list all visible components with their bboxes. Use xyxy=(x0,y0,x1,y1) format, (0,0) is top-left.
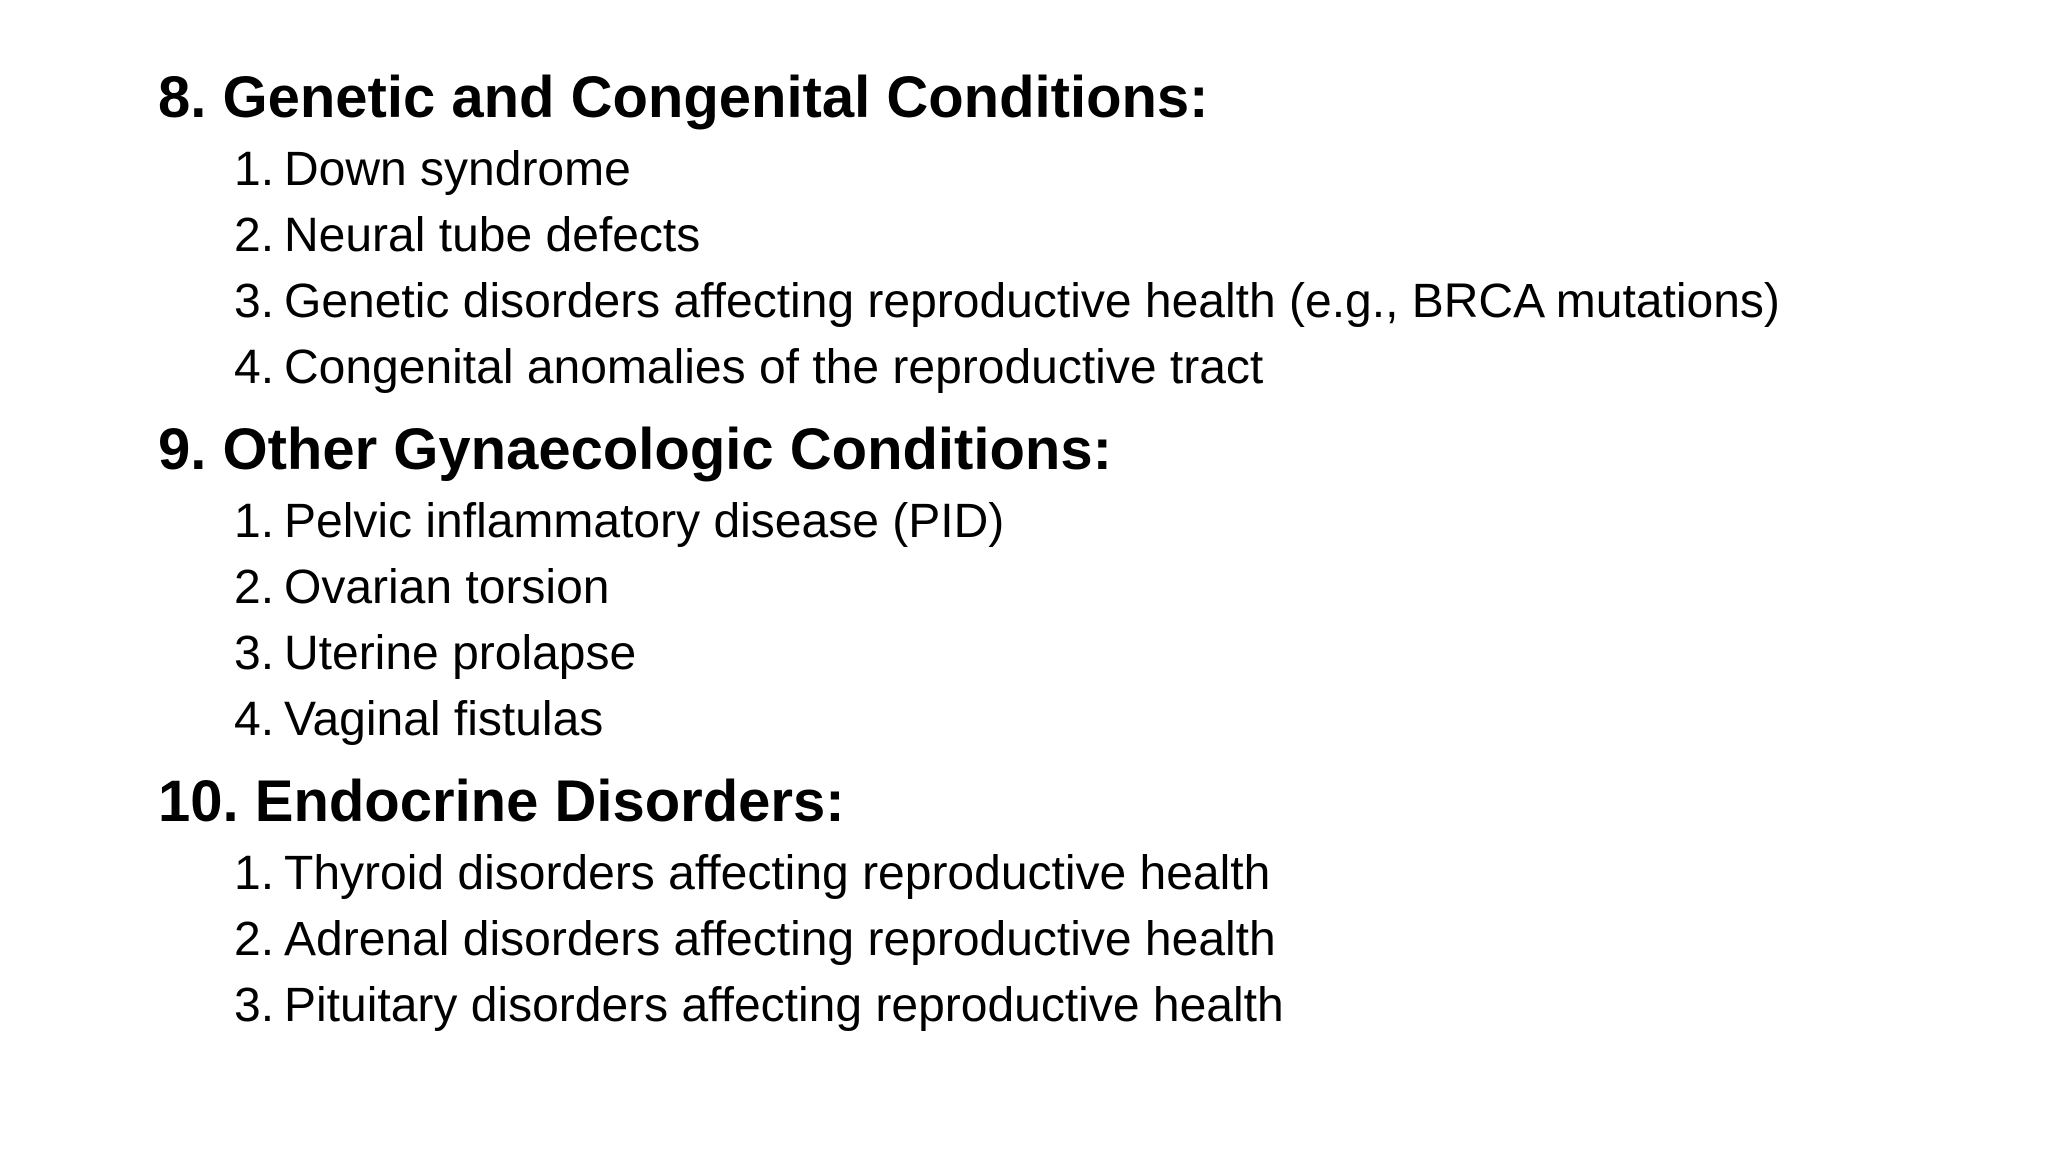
section-title: Endocrine Disorders: xyxy=(254,769,845,834)
list-marker: 1. xyxy=(234,847,275,900)
list-item xyxy=(234,137,631,203)
section-heading xyxy=(158,768,845,836)
list-item-text: Vaginal fistulas xyxy=(284,693,604,746)
list-item xyxy=(234,907,1276,973)
section-title: Other Gynaecologic Conditions: xyxy=(222,417,1112,482)
list-item xyxy=(234,973,1284,1039)
section-number: 10. xyxy=(158,769,239,834)
list-item xyxy=(234,269,1780,335)
section-heading xyxy=(158,416,1112,484)
list-item-text: Down syndrome xyxy=(284,143,631,196)
list-item-text: Ovarian torsion xyxy=(284,561,610,614)
list-marker: 1. xyxy=(234,495,275,548)
list-item-text: Pituitary disorders affecting reproductive health xyxy=(284,979,1284,1032)
section-number: 9. xyxy=(158,417,207,482)
list-item-text: Pelvic inflammatory disease (PID) xyxy=(284,495,1005,548)
list-item xyxy=(234,621,636,687)
list-item xyxy=(234,203,700,269)
section-number: 8. xyxy=(158,65,207,130)
list-marker: 3. xyxy=(234,275,275,328)
list-item xyxy=(234,489,1004,555)
list-marker: 4. xyxy=(234,341,275,394)
list-item xyxy=(234,841,1270,907)
list-item-text: Congenital anomalies of the reproductive tract xyxy=(284,341,1264,394)
list-marker: 2. xyxy=(234,209,275,262)
list-marker: 3. xyxy=(234,627,275,680)
list-item xyxy=(234,555,609,621)
list-item-text: Adrenal disorders affecting reproductive health xyxy=(284,913,1276,966)
list-item xyxy=(234,687,603,753)
section-heading xyxy=(158,64,1209,132)
list-item-text: Thyroid disorders affecting reproductive health xyxy=(284,847,1271,900)
section-title: Genetic and Congenital Conditions: xyxy=(222,65,1209,130)
list-marker: 3. xyxy=(234,979,275,1032)
list-marker: 4. xyxy=(234,693,275,746)
list-item xyxy=(234,335,1263,401)
list-marker: 2. xyxy=(234,561,275,614)
list-item-text: Uterine prolapse xyxy=(284,627,637,680)
list-marker: 1. xyxy=(234,143,275,196)
list-marker: 2. xyxy=(234,913,275,966)
list-item-text: Genetic disorders affecting reproductive health (e.g., BRCA mutations) xyxy=(284,275,1780,328)
list-item-text: Neural tube defects xyxy=(284,209,701,262)
